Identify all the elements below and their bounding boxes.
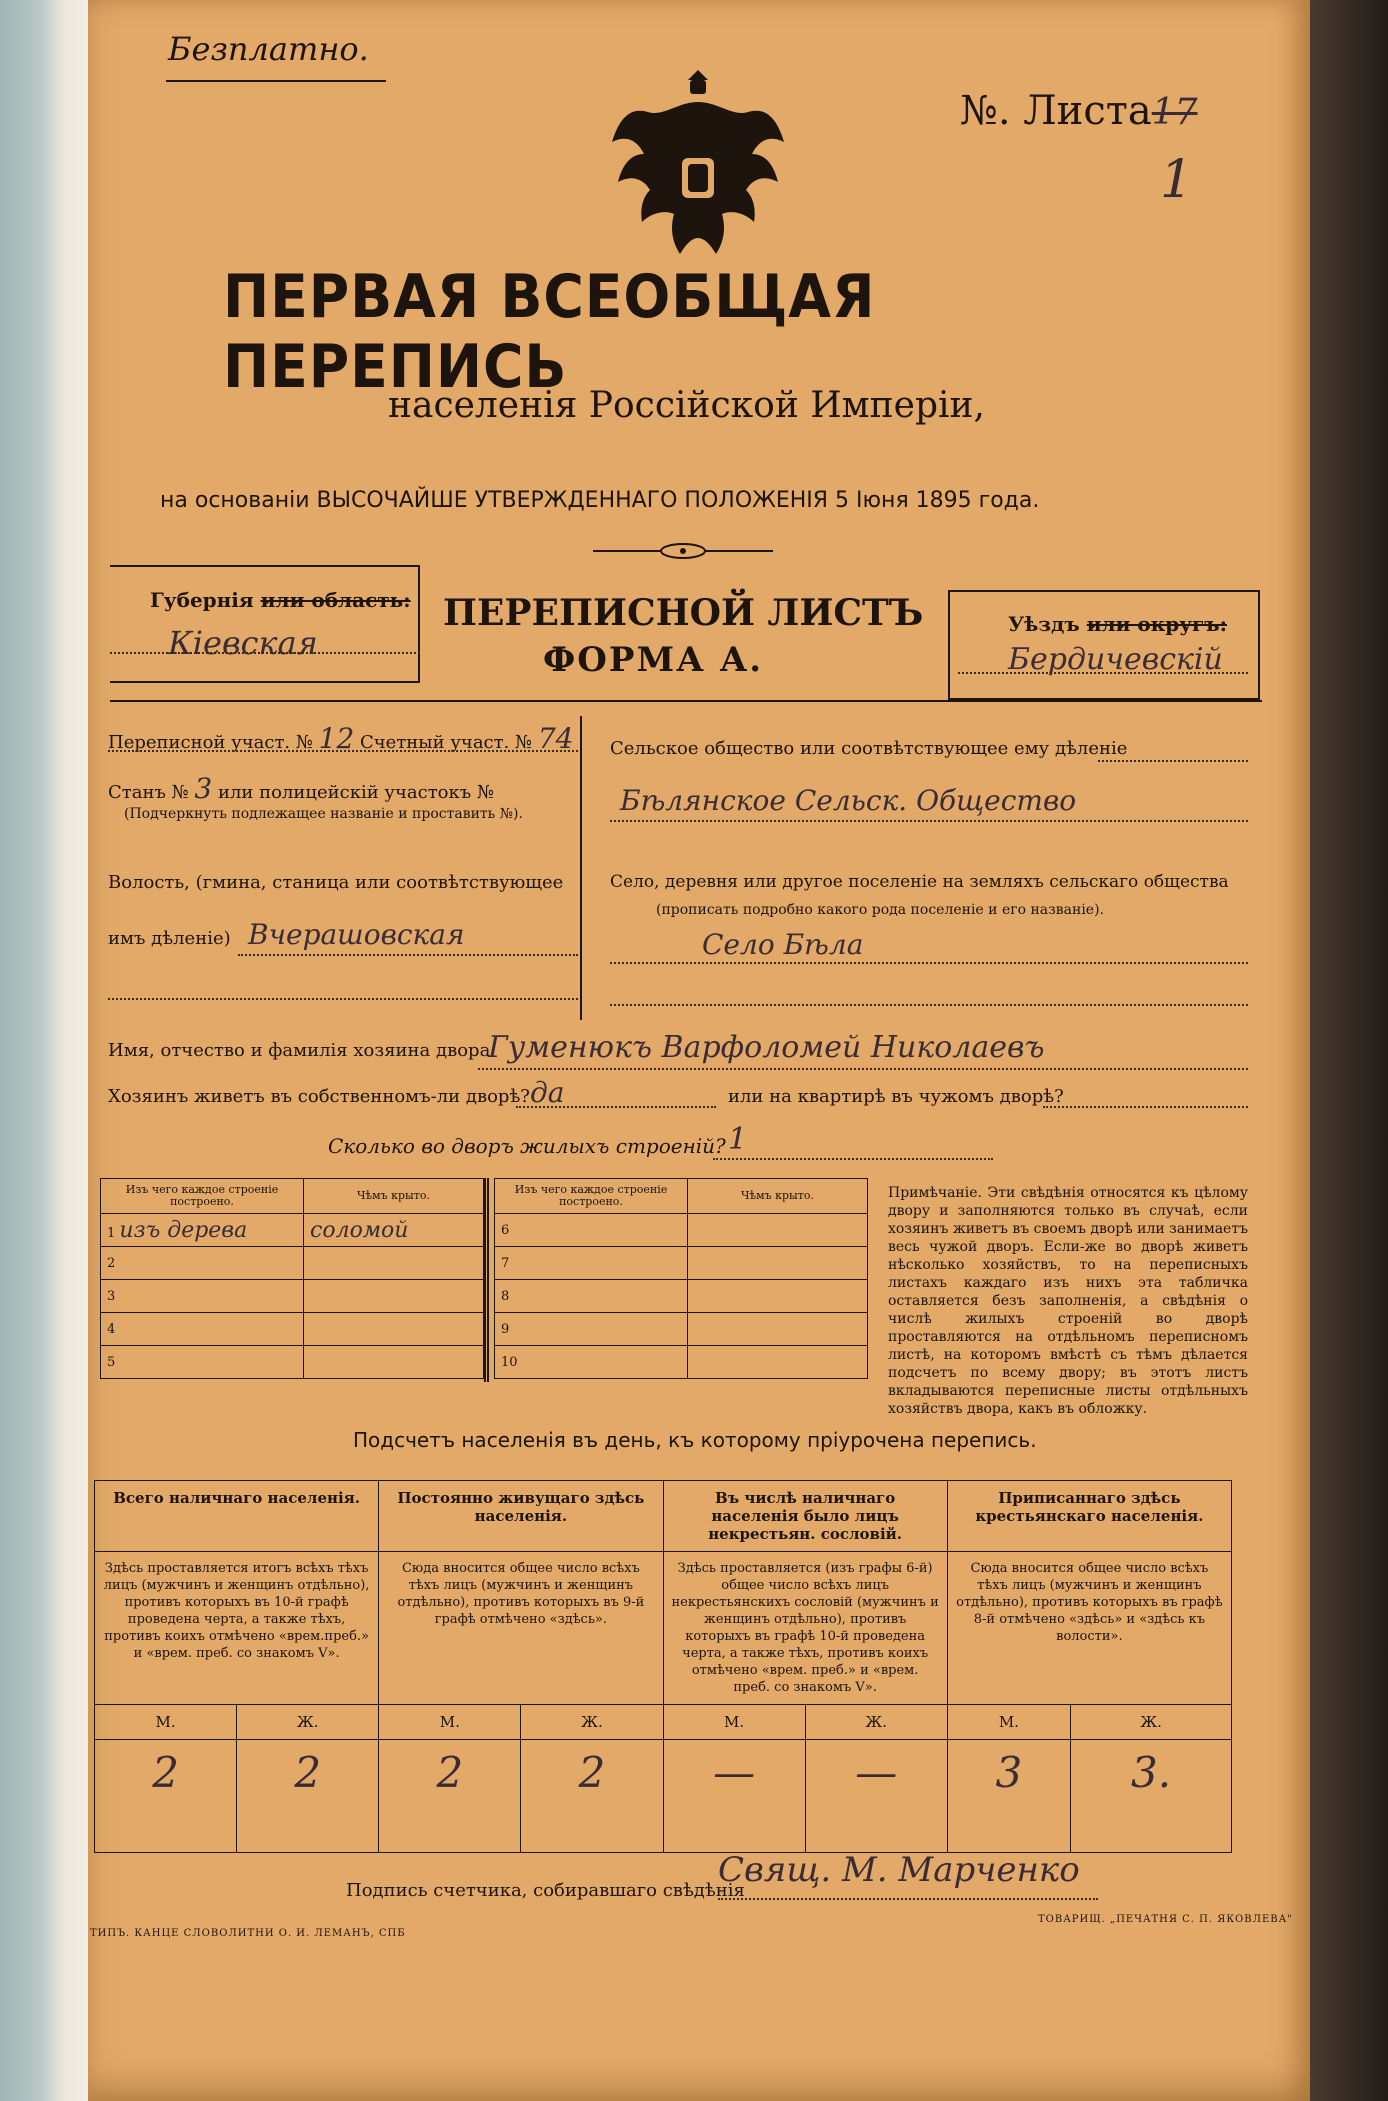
volost-value: Вчерашовская [248,918,465,951]
uezd-label [1008,612,1227,636]
block-divider [580,716,582,1020]
imperial-eagle-emblem [608,62,788,267]
rent-yard-label: или на квартирѣ въ чужомъ дворѣ? [728,1086,1064,1107]
row-number: 1 [107,1225,116,1241]
stan-value: 3 [194,772,213,805]
col-roof-right: Чѣмъ крыто. [688,1179,868,1214]
gubernia-dots [110,652,420,654]
peasant-female: 3. [1130,1748,1172,1797]
uezd-label-crossed: или округъ: [1086,612,1227,636]
stan-note: (Подчеркнуть подлежащее названіе и проставить №). [124,806,523,822]
building-count-value: 1 [728,1122,748,1157]
village-label: Село, деревня или другое поселеніе на земляхъ сельскаго общества [610,872,1229,892]
population-table [94,1480,1232,1853]
population-desc-row [95,1552,1232,1705]
population-title: Подсчетъ населенія въ день, къ которому пріурочена перепись. [353,1428,1037,1452]
buildings-table-left [100,1178,484,1379]
col-permanent-desc: Сюда вносится общее число всѣхъ тѣхъ лицъ (мужчинъ и женщинъ отдѣльно), противъ которыхъ въ 9-й графѣ отмѣчено «здѣсь». [379,1552,663,1705]
male-label: М. [379,1705,521,1740]
row-number: 7 [495,1247,688,1280]
row-number: 10 [495,1346,688,1379]
population-sex-row [95,1705,1232,1740]
society-dots [610,820,1248,822]
sheet-number [960,88,1198,134]
roof-cell [304,1280,484,1313]
owner-name-value: Гуменюкъ Варфоломей Николаевъ [488,1030,1045,1065]
table-row [101,1280,484,1313]
total-female: 2 [294,1748,322,1797]
row-number: 2 [101,1247,304,1280]
table-row [495,1247,868,1280]
gubernia-label-crossed: или область: [260,588,411,612]
printer-right: ТОВАРИЩ. „ПЕЧАТНЯ С. П. ЯКОВЛЕВА" [1038,1914,1293,1925]
sheet-number-hand: 1 [1160,150,1194,210]
form-title: ПЕРЕПИСНОЙ ЛИСТЪ [443,592,924,634]
uezd-value: Бердичевскій [1008,642,1223,677]
village-note: (прописать подробно какого рода поселеніе и его названіе). [656,902,1104,918]
village-value: Село Бѣла [702,928,864,961]
sheet-number-label: №. Листа [960,88,1152,134]
decree-line: на основаніи ВЫСОЧАЙШЕ УТВЕРЖДЕННАГО ПОЛОЖЕНІЯ 5 Іюня 1895 года. [160,488,1040,513]
own-yard-value: да [530,1076,565,1109]
owner-name-label: Имя, отчество и фамилія хозяина двора [108,1040,491,1061]
own-yard-label: Хозяинъ живетъ въ собственномъ-ли дворѣ? [108,1086,530,1107]
owner-name-dots [478,1068,1248,1070]
rent-yard-dots [1043,1106,1248,1108]
roof-cell [688,1214,868,1247]
male-label: М. [947,1705,1070,1740]
total-male: 2 [152,1748,179,1797]
male-label: М. [95,1705,237,1740]
roof-value: соломой [310,1217,409,1243]
uezd-label-text: Уѣздъ [1008,612,1080,636]
table-row [101,1313,484,1346]
subtitle: населенія Россійской Имперіи, [388,385,985,426]
uezd-dots [958,672,1248,674]
total-female-cell [237,1740,379,1853]
stan-or-label: или полицейскій участокъ № [217,782,494,803]
own-yard-dots [516,1106,716,1108]
stan-label: Станъ № [108,782,189,803]
row-number: 3 [101,1280,304,1313]
gubernia-label-text: Губернія [150,588,254,612]
total-male-cell [95,1740,237,1853]
permanent-male-cell [379,1740,521,1853]
signature-value: Свящ. М. Марченко [718,1850,1080,1890]
row-number: 4 [101,1313,304,1346]
col-peasant-head: Приписаннаго здѣсь крестьянскаго населенія. [947,1481,1231,1552]
col-total-head: Всего наличнаго населенія. [95,1481,379,1552]
roof-cell [304,1346,484,1379]
decorative-ornament [593,540,773,562]
uchastok-label: Переписной участ. № [108,732,313,753]
table-row [495,1346,868,1379]
material-value: изъ дерева [119,1217,248,1243]
female-label: Ж. [1071,1705,1232,1740]
roof-cell [304,1313,484,1346]
permanent-female: 2 [578,1748,606,1797]
roof-cell [688,1247,868,1280]
col-roof-left: Чѣмъ крыто. [304,1179,484,1214]
schet-value: 74 [537,722,574,755]
table-row [495,1280,868,1313]
volost-label-1: Волость, (гмина, станица или соотвѣтствующее [108,872,564,893]
header-rule [110,700,1262,702]
building-count-dots [713,1158,993,1160]
signature-dots [718,1898,1098,1900]
table-row [101,1346,484,1379]
buildings-table-right [494,1178,868,1379]
row-number: 8 [495,1280,688,1313]
peasant-male: 3 [995,1748,1023,1797]
population-value-row [95,1740,1232,1853]
roof-cell [688,1280,868,1313]
nonpeasant-female-cell [805,1740,947,1853]
col-peasant-desc: Сюда вносится общее число всѣхъ тѣхъ лицъ (мужчинъ и женщинъ отдѣльно), противъ которыхъ въ графѣ 8-й отмѣчено «здѣсь» и «здѣсь къ волости». [947,1552,1231,1705]
male-label: М. [663,1705,805,1740]
signature-label: Подпись счетчика, собиравшаго свѣдѣнія [346,1880,745,1901]
table-double-divider [484,1178,489,1382]
table-row [495,1214,868,1247]
society-label-dots [1098,760,1248,762]
female-label: Ж. [237,1705,379,1740]
table-row [101,1247,484,1280]
row-number: 5 [101,1346,304,1379]
schet-label: Счетный участ. № [360,732,533,753]
nonpeasant-male-cell [663,1740,805,1853]
printer-left: ТИПЪ. КАНЦЕ СЛОВОЛИТНИ О. И. ЛЕМАНЪ, СПБ [90,1928,406,1939]
table-row [495,1313,868,1346]
background-edge [1310,0,1388,2101]
uchastok-value: 12 [318,722,355,755]
free-underline [166,80,386,82]
col-total-desc: Здѣсь проставляется итогъ всѣхъ тѣхъ лицъ (мужчинъ и женщинъ отдѣльно), противъ которыхъ въ 10-й графѣ проведена черта, а также тѣхъ, противъ коихъ отмѣчено «врем.преб.» и «врем. преб. со знакомъ V». [95,1552,379,1705]
female-label: Ж. [805,1705,947,1740]
col-permanent-head: Постоянно живущаго здѣсь населенія. [379,1481,663,1552]
row-number: 6 [495,1214,688,1247]
uchastok-dots [108,750,578,752]
free-label: Безплатно. [168,30,369,68]
gubernia-label [150,588,411,612]
col-nonpeasant-desc: Здѣсь проставляется (изъ графы 6-й) общее число всѣхъ лицъ некрестьянскихъ сословій (мужчинъ и женщинъ отдѣльно), противъ которыхъ въ графѣ 10-й проведена черта, а также тѣхъ, противъ коихъ отмѣчено «врем. преб.» и «врем. преб. со знакомъ V». [663,1552,947,1705]
roof-cell [304,1247,484,1280]
census-sheet [88,0,1310,2101]
form-subtitle: ФОРМА А. [543,640,764,680]
col-material-right: Изъ чего каждое строеніе построено. [495,1179,688,1214]
buildings-note: Примѣчаніе. Эти свѣдѣнія относятся къ цѣлому двору и заполняются только въ случаѣ, если хозяинъ живетъ въ своемъ дворѣ или занимаетъ весь чужой дворъ. Если-же во дворѣ живетъ нѣсколько хозяйствъ, то на переписныхъ листахъ каждаго изъ нихъ эта табличка оставляется безъ заполненія, а свѣдѣнія о числѣ жилыхъ строеній во дворѣ проставляются на отдѣльномъ переписномъ листѣ, на которомъ вмѣстѣ съ тѣмъ дѣлается подсчетъ по всему двору; въ этотъ листъ вкладываются переписные листы отдѣльныхъ хозяйствъ двора, какъ въ обложку. [888,1185,1248,1417]
permanent-female-cell [521,1740,663,1853]
building-count-label: Сколько во дворъ жилыхъ строеній? [328,1134,726,1158]
volost-dots-2 [108,998,578,1000]
table-row [101,1214,484,1247]
female-label: Ж. [521,1705,663,1740]
society-value: Бѣлянское Сельск. Общество [620,784,1077,817]
population-head-row [95,1481,1232,1552]
volost-label-2: имъ дѣленіе) [108,928,231,949]
stan-row [108,772,494,805]
col-nonpeasant-head: Въ числѣ наличнаго населенія было лицъ некрестьян. сословій. [663,1481,947,1552]
roof-cell [688,1346,868,1379]
society-label: Сельское общество или соотвѣтствующее ему дѣленіе [610,738,1128,759]
village-dots-2 [610,1004,1248,1006]
permanent-male: 2 [436,1748,464,1797]
village-dots [610,962,1248,964]
sheet-number-crossed: 17 [1151,92,1198,133]
peasant-female-cell [1071,1740,1232,1853]
col-material-left: Изъ чего каждое строеніе построено. [101,1179,304,1214]
nonpeasant-male: — [713,1748,756,1797]
peasant-male-cell [947,1740,1070,1853]
row-number: 9 [495,1313,688,1346]
nonpeasant-female: — [855,1748,898,1797]
main-title: ПЕРВАЯ ВСЕОБЩАЯ ПЕРЕПИСЬ [223,262,876,402]
book-binding-edge [0,0,88,2101]
roof-cell [688,1313,868,1346]
volost-dots [238,954,578,956]
gubernia-value: Кіевская [168,624,318,662]
